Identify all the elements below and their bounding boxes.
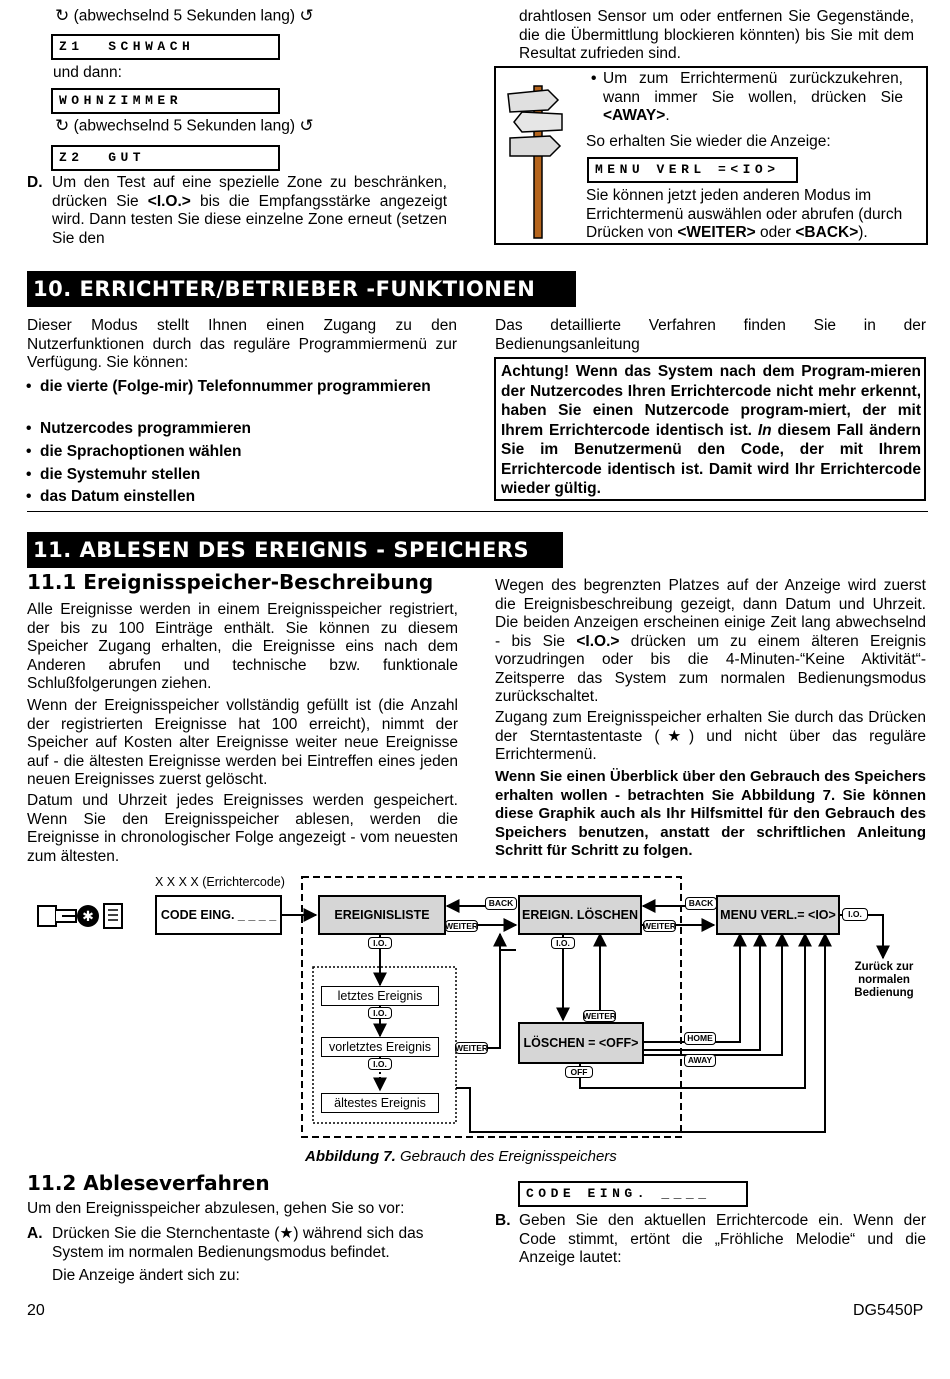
vorletztes-ereignis-box: vorletztes Ereignis (321, 1037, 439, 1057)
io-key-letztes: I.O. (368, 1007, 392, 1019)
step-a-display-text: Die Anzeige ändert sich zu: (52, 1267, 240, 1284)
home-key: HOME (684, 1032, 716, 1045)
io-key-vorletztes: I.O. (368, 1058, 392, 1070)
warning-text: Achtung! Wenn das System nach dem Program-mieren der Nutzercodes Ihren Errichtercode nicht mehr erkennt, haben Sie einen Nutzercode program-miert, der mit Ihrem Errichtercode identisch ist. In diesem Fall ändern Sie im Benutzermenü den Code, der mit Ihrem Errichtercode identisch ist. Damit wird Ihr Errichtercode wieder gültig. (501, 363, 921, 497)
ereign-loeschen-box: EREIGN. LÖSCHEN (518, 895, 642, 935)
lcd-display-menu-verl: MENU VERL =<IO> (587, 157, 798, 183)
section-11-1-para-1: Alle Ereignisse werden in einem Ereignisspeicher registriert, der bis zu 100 Einträge enthält. Sie können zu diesem Speicher Zugang erhalten, die Ereignisse eins nach dem Anderen abrufen und technische bzw. funktionale Schlußfolgerungen ziehen. (27, 601, 458, 692)
step-b-label: B. (495, 1212, 511, 1229)
rotate-left-icon: ↻ (55, 116, 70, 135)
section-11-2-intro: Um den Ereignisspeicher abzulesen, gehen Sie so vor: (27, 1200, 405, 1217)
mode-select-text: Sie können jetzt jeden anderen Modus im Errichtermenü auswählen oder abrufen (durch Drücken von <WEITER> oder <BACK>). (586, 187, 903, 241)
off-key: OFF (565, 1066, 593, 1078)
letztes-ereignis-box: letztes Ereignis (321, 986, 439, 1006)
rotate-right-icon: ↺ (299, 6, 314, 25)
section-10-right-text: Das detaillierte Verfahren finden Sie in der Bedienungsanleitung (495, 317, 926, 353)
code-eing-box: CODE EING. _ _ _ _ (155, 895, 282, 935)
section-10-intro: Dieser Modus stellt Ihnen einen Zugang zu den Nutzerfunktionen durch das reguläre Programmiermenü zur Verfügung. Sie können: (27, 317, 457, 371)
section-11-right-para-2: Zugang zum Ereignisspeicher erhalten Sie durch das Drücken der Sterntastentaste (★) und nicht über das reguläre Errichtermenü. (495, 709, 926, 763)
bullet-dot: • (591, 70, 597, 87)
weiter-key-list: WEITER (454, 1042, 489, 1053)
menu-verl-box: MENU VERL.= <IO> (716, 895, 840, 935)
lcd-display-z2: Z2 GUT (51, 145, 280, 171)
section-10-heading: 10. ERRICHTER/BETRIEBER -FUNKTIONEN (27, 271, 576, 307)
lcd-display-z1: Z1 SCHWACH (51, 34, 280, 60)
io-key-menu: I.O. (842, 908, 868, 921)
return-tip-box (494, 66, 928, 245)
back-to-normal-label: Zurück zur normalen Bedienung (854, 961, 914, 999)
signpost-icon (504, 82, 568, 240)
warning-box (494, 357, 926, 501)
section-11-1-para-2: Wenn der Ereignisspeicher vollständig gefüllt ist (die Anzahl der registrierten Ereignisse hat 100 erreicht), nimmt der Speicher auf Kosten alter Ereignisse weiter neue Ereignisse auf - die ältesten Ereignisse werden bei Eintreffen eines jeden neuen Ereignisses zuerst gelöscht. (27, 697, 458, 788)
weiter-key-2: WEITER (642, 920, 677, 931)
alternating-note-2: ↻ (abwechselnd 5 Sekunden lang) ↺ (55, 116, 314, 135)
top-right-continued-text: drahtlosen Sensor um oder entfernen Sie Gegenstände, die die Übermittlung blockieren könnten) bis Sie mit dem Resultat zufrieden sind. (519, 8, 914, 62)
keypad-hand-icon (36, 900, 131, 932)
loeschen-off-box: LÖSCHEN = <OFF> (518, 1022, 644, 1064)
installer-code-label: X X X X (Errichtercode) (155, 875, 285, 889)
section-11-heading: 11. ABLESEN DES EREIGNIS - SPEICHERS (27, 532, 563, 568)
document-code: DG5450P (853, 1302, 924, 1319)
section-10-bullet-4: • die Systemuhr stellen (40, 466, 200, 485)
alternating-note-1: ↻ (abwechselnd 5 Sekunden lang) ↺ (55, 6, 314, 25)
weiter-key-loeschen: WEITER (582, 1010, 617, 1021)
step-d-text: Um den Test auf eine spezielle Zone zu beschränken, drücken Sie <I.O.> bis die Empfangsstärke angezeigt wird. Dann testen Sie diese einzelne Zone erneut (setzen Sie den (52, 174, 447, 247)
section-11-right-para-1: Wegen des begrenzten Platzes auf der Anzeige wird zuerst die Ereignisbeschreibung gezeigt, dann Datum und Uhrzeit. Die beiden Anzeigen erscheinen einige Zeit lang abwechselnd - bis Sie <I.O.> drücken um zu einem älteren Ereignis vorzudringen oder bis die 4-Minuten-“Keine Aktivität“-Zeitsperre das System zum normalen Bedienungsmodus zurückschaltet. (495, 577, 927, 705)
back-key-2: BACK (685, 897, 717, 910)
section-11-1-heading: 11.1 Ereignisspeicher-Beschreibung (27, 570, 434, 594)
io-key-list: I.O. (368, 937, 392, 949)
aeltestes-ereignis-box: ältestes Ereignis (321, 1093, 439, 1113)
rotate-left-icon: ↻ (55, 6, 70, 25)
svg-text:✱: ✱ (82, 909, 94, 925)
step-a-text: Drücken Sie die Sternchentaste (★) während sich das System im normalen Bedienungsmodus befindet. (52, 1225, 424, 1261)
figure-caption: Abbildung 7. Gebrauch des Ereignisspeichers (305, 1148, 617, 1165)
divider-line (27, 511, 928, 512)
page-number: 20 (27, 1302, 45, 1319)
section-11-right-para-3: Wenn Sie einen Überblick über den Gebrauch des Speichers erhalten wollen - betrachten Sie Abbildung 7. Sie können diese Graphik auch als Ihr Hilfsmittel für den Gebrauch des Speichers benutzen, anstatt der schriftlichen Anleitung Schritt für Schritt zu folgen. (495, 768, 926, 859)
section-10-bullet-2: • Nutzercodes programmieren (40, 420, 251, 439)
weiter-key-1: WEITER (444, 920, 479, 931)
rotate-right-icon: ↺ (299, 116, 314, 135)
so-erhalten-text: So erhalten Sie wieder die Anzeige: (586, 133, 831, 150)
step-b-text: Geben Sie den aktuellen Errichtercode ein. Wenn der Code stimmt, ertönt die „Fröhliche Melodie“ und die Anzeige lautet: (519, 1212, 926, 1266)
section-10-bullet-1: • die vierte (Folge-mir) Telefonnummer programmieren (40, 378, 440, 397)
ereignisliste-box: EREIGNISLISTE (318, 895, 446, 935)
section-10-bullet-3: • die Sprachoptionen wählen (40, 443, 242, 462)
lcd-display-code-eing: CODE EING. ____ (518, 1181, 748, 1207)
section-11-1-para-3: Datum und Uhrzeit jedes Ereignisses werden gespeichert. Wenn Sie den Ereignisspeicher ablesen, werden die Ereignisse in chronologischer Folge angezeigt - vom neuesten zum ältesten. (27, 792, 458, 865)
und-dann-text: und dann: (53, 64, 122, 81)
back-key-1: BACK (485, 897, 517, 910)
step-d-label: D. (27, 174, 43, 191)
section-10-bullet-5: • das Datum einstellen (40, 488, 195, 507)
io-key-loeschen: I.O. (551, 937, 575, 949)
event-memory-diagram (0, 870, 950, 1145)
step-a-label: A. (27, 1225, 43, 1242)
away-key: AWAY (684, 1054, 716, 1067)
section-11-2-heading: 11.2 Ableseverfahren (27, 1171, 270, 1195)
return-tip-text: Um zum Errichtermenü zurückzukehren, wann immer Sie wollen, drücken Sie <AWAY>. (603, 70, 903, 124)
lcd-display-wohnzimmer: WOHNZIMMER (51, 88, 280, 114)
